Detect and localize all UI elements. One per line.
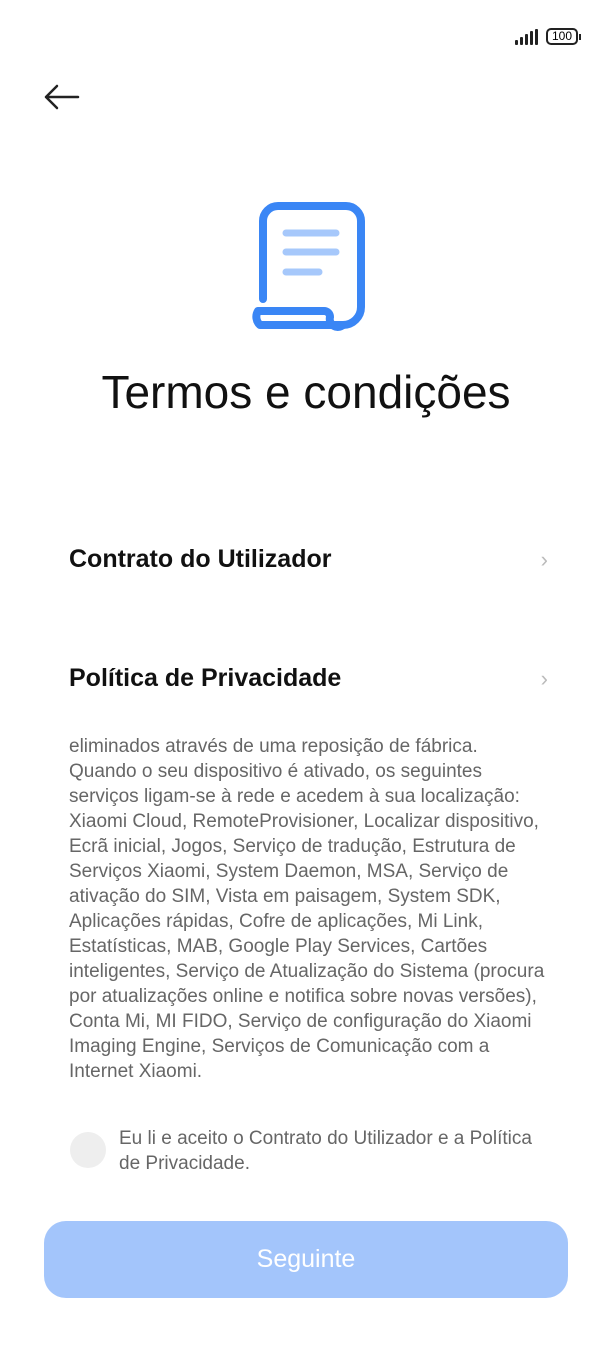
privacy-policy-label: Política de Privacidade bbox=[69, 664, 342, 692]
user-agreement-link[interactable] bbox=[69, 545, 548, 574]
policy-text[interactable]: eliminados através de uma reposição de fábrica. Quando o seu dispositivo é ativado, os seguintes serviços ligam-se à rede e acedem à sua localização: Xiaomi Cloud, RemoteProvisioner, Localizar dispositivo, Ecrã inicial, Jogos, Serviço de tradução, Estrutura de Serviços Xiaomi, System Daemon, MSA, Serviço de ativação do SIM, Vista em paisagem, System SDK, Aplicações rápidas, Cofre de aplicações, Mi Link, Estatísticas, MAB, Google Play Services, Cartões inteligentes, Serviço de Atualização do Sistema (procura por atualizações online e notifica sobre novas versões), Conta Mi, MI FIDO, Serviço de configuração do Xiaomi Imaging Engine, Serviços de Comunicação com a Internet Xiaomi. bbox=[69, 736, 545, 1082]
back-button[interactable] bbox=[42, 82, 82, 112]
status-bar bbox=[515, 28, 578, 45]
battery-level: 100 bbox=[551, 29, 572, 43]
next-button[interactable]: Seguinte bbox=[44, 1221, 568, 1298]
chevron-right-icon: › bbox=[540, 665, 548, 691]
document-icon bbox=[244, 201, 366, 336]
user-agreement-label: Contrato do Utilizador bbox=[69, 545, 332, 573]
signal-icon bbox=[515, 29, 538, 45]
arrow-left-icon bbox=[42, 82, 82, 112]
chevron-right-icon: › bbox=[540, 546, 548, 572]
page-title: Termos e condições bbox=[101, 366, 511, 418]
battery-icon bbox=[546, 28, 578, 45]
privacy-policy-link[interactable] bbox=[69, 664, 548, 693]
agree-label[interactable]: Eu li e aceito o Contrato do Utilizador e a Política de Privacidade. bbox=[119, 1128, 532, 1174]
agree-checkbox[interactable] bbox=[70, 1132, 106, 1168]
